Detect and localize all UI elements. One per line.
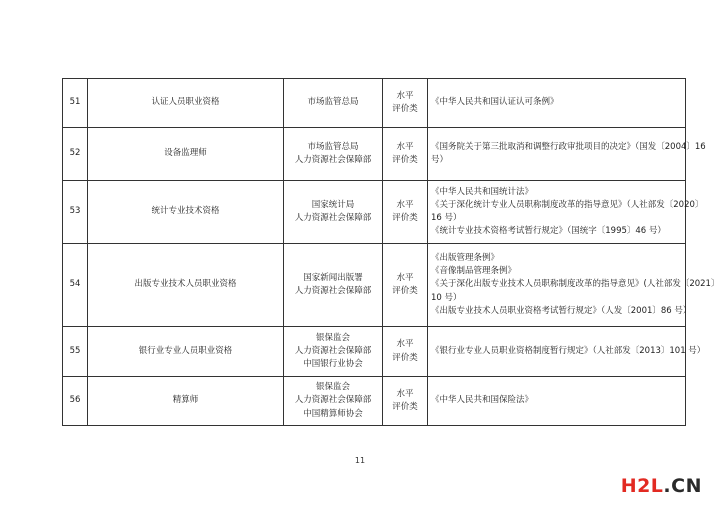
type-line: 评价类 bbox=[392, 286, 418, 296]
type-line: 评价类 bbox=[392, 155, 418, 165]
department-cell bbox=[284, 79, 383, 128]
row-number: 52 bbox=[63, 128, 88, 181]
type-line: 水平 bbox=[396, 388, 414, 399]
department-line: 银保监会 bbox=[315, 382, 350, 393]
basis-line: 《中华人民共和国统计法》 bbox=[431, 186, 534, 197]
department-line: 人力资源社会保障部 bbox=[294, 213, 372, 223]
department-cell bbox=[284, 377, 383, 426]
table-row bbox=[63, 79, 686, 128]
qualification-name: 银行业专业人员职业资格 bbox=[88, 327, 284, 377]
type-cell bbox=[383, 377, 428, 426]
basis-line: 16 号） bbox=[431, 213, 462, 223]
basis-line: 《银行业专业人员职业资格制度暂行规定》（人社部发〔2013〕101 号） bbox=[431, 345, 706, 356]
watermark-brand: H2L bbox=[620, 475, 664, 497]
type-line: 评价类 bbox=[392, 213, 418, 223]
basis-line: 《中华人民共和国认证认可条例》 bbox=[431, 97, 559, 108]
type-cell bbox=[383, 181, 428, 244]
type-line: 评价类 bbox=[392, 352, 418, 363]
basis-cell bbox=[428, 377, 686, 426]
department-line: 中国精算师协会 bbox=[303, 408, 363, 419]
type-line: 水平 bbox=[396, 141, 414, 152]
department-line: 人力资源社会保障部 bbox=[294, 395, 372, 406]
type-cell bbox=[383, 327, 428, 377]
type-line: 水平 bbox=[396, 199, 414, 210]
table-row bbox=[63, 327, 686, 377]
type-line: 评价类 bbox=[392, 402, 418, 412]
type-cell bbox=[383, 128, 428, 181]
basis-line: 号） bbox=[431, 155, 449, 165]
department-line: 人力资源社会保障部 bbox=[294, 345, 372, 356]
basis-cell bbox=[428, 79, 686, 128]
row-number: 56 bbox=[63, 377, 88, 426]
basis-line: 《中华人民共和国保险法》 bbox=[431, 395, 534, 406]
row-number: 55 bbox=[63, 327, 88, 377]
basis-line: 《统计专业技术资格考试暂行规定》（国统字〔1995〕46 号） bbox=[431, 226, 666, 237]
qualification-name: 认证人员职业资格 bbox=[88, 79, 284, 128]
department-line: 市场监管总局 bbox=[307, 97, 359, 108]
type-line: 评价类 bbox=[392, 104, 418, 114]
site-watermark-logo bbox=[621, 477, 702, 496]
basis-line: 《音像制品管理条例》 bbox=[431, 266, 517, 277]
watermark-suffix: .CN bbox=[663, 475, 702, 497]
type-cell bbox=[383, 79, 428, 128]
department-line: 市场监管总局 bbox=[307, 141, 359, 152]
basis-cell bbox=[428, 244, 720, 327]
qualification-name: 出版专业技术人员职业资格 bbox=[88, 244, 284, 327]
row-number: 53 bbox=[63, 181, 88, 244]
department-line: 人力资源社会保障部 bbox=[294, 286, 372, 296]
table-row bbox=[63, 181, 686, 244]
table-row bbox=[63, 128, 686, 181]
type-line: 水平 bbox=[396, 339, 414, 350]
department-line: 人力资源社会保障部 bbox=[294, 155, 372, 165]
row-number: 54 bbox=[63, 244, 88, 327]
department-line: 国家新闻出版署 bbox=[303, 272, 363, 283]
row-number: 51 bbox=[63, 79, 88, 128]
department-line: 中国银行业协会 bbox=[303, 359, 363, 370]
basis-line: 《国务院关于第三批取消和调整行政审批项目的决定》（国发〔2004〕16 bbox=[431, 141, 706, 152]
basis-cell bbox=[428, 128, 706, 181]
department-line: 银保监会 bbox=[315, 332, 350, 343]
basis-line: 《关于深化出版专业技术人员职称制度改革的指导意见》(人社部发〔2021〕 bbox=[431, 279, 720, 290]
qualification-name: 设备监理师 bbox=[88, 128, 284, 181]
basis-cell bbox=[428, 181, 704, 244]
type-line: 水平 bbox=[396, 90, 414, 101]
qualification-table bbox=[62, 78, 720, 426]
qualification-name: 精算师 bbox=[88, 377, 284, 426]
page-number: 11 bbox=[354, 456, 366, 465]
department-line: 国家统计局 bbox=[311, 199, 355, 210]
department-cell bbox=[284, 327, 383, 377]
department-cell bbox=[284, 181, 383, 244]
type-cell bbox=[383, 244, 428, 327]
basis-line: 《关于深化统计专业人员职称制度改革的指导意见》（人社部发〔2020〕 bbox=[431, 199, 704, 210]
basis-cell bbox=[428, 327, 706, 377]
type-line: 水平 bbox=[396, 272, 414, 283]
basis-line: 《出版专业技术人员职业资格考试暂行规定》（人发〔2001〕86 号） bbox=[431, 305, 692, 316]
table-row bbox=[63, 377, 686, 426]
basis-line: 10 号） bbox=[431, 292, 462, 303]
basis-line: 《出版管理条例》 bbox=[431, 253, 500, 264]
department-cell bbox=[284, 244, 383, 327]
table-row bbox=[63, 244, 686, 327]
qualification-name: 统计专业技术资格 bbox=[88, 181, 284, 244]
department-cell bbox=[284, 128, 383, 181]
